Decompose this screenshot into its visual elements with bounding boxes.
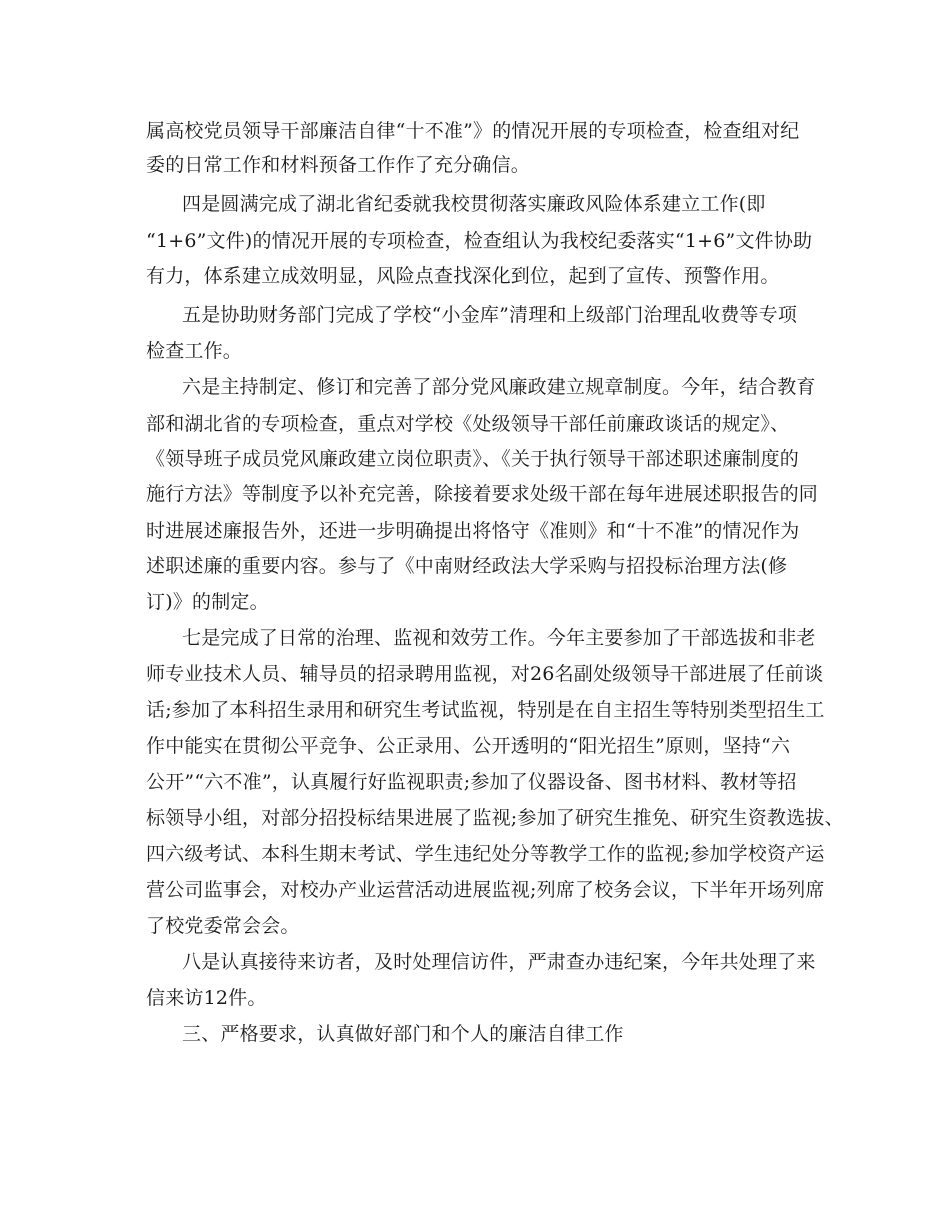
paragraph-7-line-4: 作中能实在贯彻公平竞争、公正录用、公开透明的“阳光招生”原则，坚持“六: [146, 735, 791, 757]
section-heading-3: 三、严格要求，认真做好部门和个人的廉洁自律工作: [182, 1023, 624, 1045]
paragraph-7-line-7: 四六级考试、本科生期末考试、学生违纪处分等教学工作的监视;参加学校资产运: [146, 843, 825, 865]
paragraph-7-line-2: 师专业技术人员、辅导员的招录聘用监视，对26名副处级领导干部进展了任前谈: [146, 663, 824, 685]
paragraph-6-line-1: 六是主持制定、修订和完善了部分党风廉政建立规章制度。今年，结合教育: [182, 376, 816, 398]
text-line-02: 委的日常工作和材料预备工作作了充分确信。: [146, 154, 531, 176]
paragraph-6-line-7: 订)》的制定。: [146, 591, 269, 613]
paragraph-8-line-2: 信来访12件。: [146, 987, 267, 1009]
paragraph-8-line-1: 八是认真接待来访者，及时处理信访件，严肃查办违纪案，今年共处理了来: [182, 951, 816, 973]
paragraph-4-line-2: “1+6”文件)的情况开展的专项检查，检查组认为我校纪委落实“1+6”文件协助: [146, 230, 813, 252]
paragraph-7-line-8: 营公司监事会，对校办产业运营活动进展监视;列席了校务会议，下半年开场列席: [146, 879, 825, 901]
paragraph-6-line-5: 时进展述廉报告外，还进一步明确提出将恪守《准则》和“十不准”的情况作为: [146, 520, 800, 542]
paragraph-5-line-1: 五是协助财务部门完成了学校“小金库”清理和上级部门治理乱收费等专项: [182, 304, 798, 326]
text-line-01: 属高校党员领导干部廉洁自律“十不准”》的情况开展的专项检查，检查组对纪: [146, 120, 800, 142]
paragraph-5-line-2: 检查工作。: [146, 340, 243, 362]
paragraph-6-line-3: 《领导班子成员党风廉政建立岗位职责》、《关于执行领导干部述职述廉制度的: [146, 448, 800, 470]
paragraph-7-line-1: 七是完成了日常的治理、监视和效劳工作。今年主要参加了干部选拔和非老: [182, 627, 816, 649]
paragraph-7-line-6: 标领导小组，对部分招投标结果进展了监视;参加了研究生推免、研究生资教选拔、: [146, 807, 844, 829]
paragraph-6-line-6: 述职述廉的重要内容。参与了《中南财经政法大学采购与招投标治理方法(修: [146, 555, 788, 577]
paragraph-7-line-5: 公开”“六不准”，认真履行好监视职责;参加了仪器设备、图书材料、教材等招: [146, 771, 797, 793]
paragraph-4-line-1: 四是圆满完成了湖北省纪委就我校贯彻落实廉政风险体系建立工作(即: [182, 193, 766, 215]
paragraph-7-line-3: 话;参加了本科招生录用和研究生考试监视，特别是在自主招生等特别类型招生工: [146, 699, 825, 721]
paragraph-6-line-2: 部和湖北省的专项检查，重点对学校《处级领导干部任前廉政谈话的规定》、: [146, 413, 790, 435]
paragraph-6-line-4: 施行方法》等制度予以补充完善，除接着要求处级干部在每年进展述职报告的同: [146, 483, 819, 505]
paragraph-7-line-9: 了校党委常会会。: [146, 915, 300, 937]
paragraph-4-line-3: 有力，体系建立成效明显，风险点查找深化到位，起到了宣传、预警作用。: [146, 265, 780, 287]
